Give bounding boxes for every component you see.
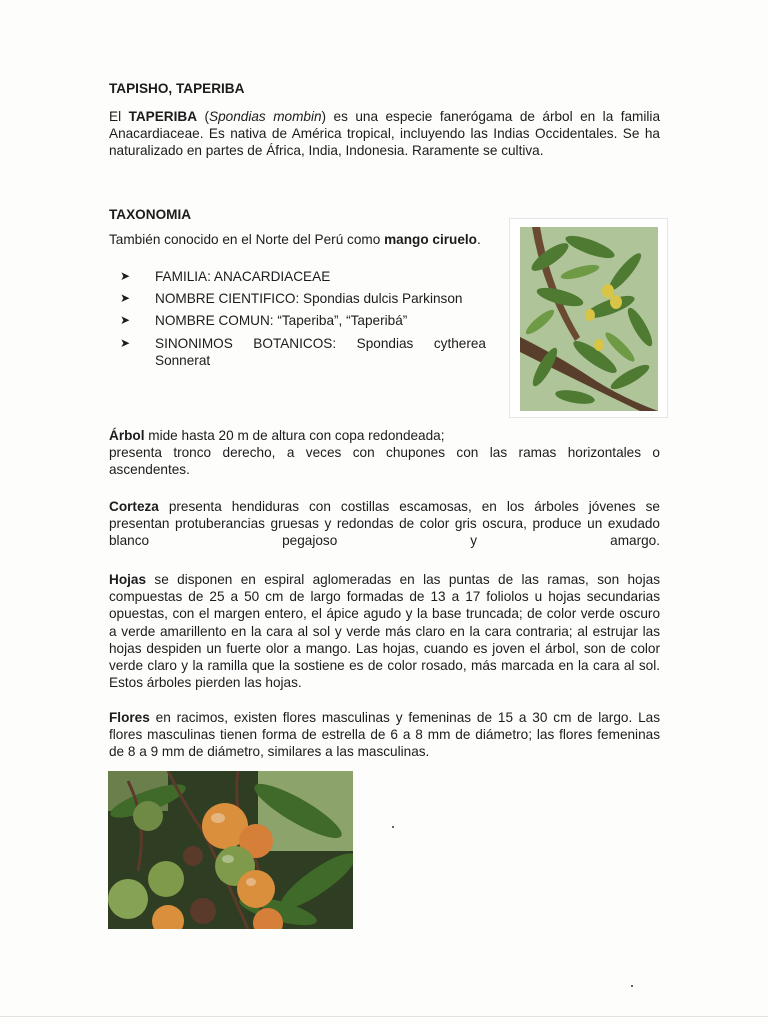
- list-item: ➤ SINONIMOS BOTANICOS: Spondias cytherea Sonnerat: [120, 335, 486, 368]
- arrow-bullet-icon: ➤: [120, 291, 131, 306]
- arbol-paragraph: Árbol mide hasta 20 m de altura con copa redondeada; presenta tronco derecho, a veces con chupones con las ramas horizontales o ascendentes.: [109, 428, 660, 478]
- taxonomia-intro: También conocido en el Norte del Perú como mango ciruelo.: [109, 232, 481, 247]
- arrow-bullet-icon: ➤: [120, 269, 131, 283]
- scan-speck: [392, 826, 394, 828]
- taperiba-bold: TAPERIBA: [128, 109, 198, 124]
- mango-ciruelo-bold: mango ciruelo: [384, 232, 477, 247]
- scan-edge-line: [0, 1016, 768, 1017]
- taxonomy-list: [120, 268, 486, 374]
- section-title-taxonomia: TAXONOMIA: [109, 207, 192, 222]
- arrow-bullet-icon: ➤: [120, 335, 131, 350]
- hojas-paragraph: Hojas se disponen en espiral aglomeradas en las puntas de las ramas, son hojas compuestas de 25 a 50 cm de largo formadas de 13 a 17 foliolos u hojas secundarias opuestas, con el margen entero, el ápice agudo y la base truncada; de color verde oscuro a verde amarillento en la cara al sol y verde más claro en la cara contraria; al estrujar las hojas despiden un fuerte olor a mango. Las hojas, cuando es joven el árbol, son de color verde claro y la ramilla que la sostiene es de color rosado, más marcada en la cara al sol. Estos árboles pierden las hojas.: [109, 572, 660, 691]
- tree-branch-photo: [520, 227, 658, 411]
- fruit-photo: [108, 771, 353, 929]
- scan-speck: [631, 985, 633, 987]
- section-title-tapisho: TAPISHO, TAPERIBA: [109, 81, 245, 96]
- flores-paragraph: Flores en racimos, existen flores masculinas y femeninas de 15 a 30 cm de largo. Las flores masculinas tienen forma de estrella de 6 a 8 mm de diámetro; las flores femeninas de 8 a 9 mm de diámetro, similares a las masculinas.: [109, 710, 660, 760]
- tree-photo-frame: [510, 219, 667, 417]
- arrow-bullet-icon: ➤: [120, 313, 131, 328]
- list-item: ➤ FAMILIA: ANACARDIACEAE: [120, 269, 331, 284]
- species-italic: Spondias mombin: [209, 109, 322, 124]
- list-item: ➤ NOMBRE COMUN: “Taperiba”, “Taperibá”: [120, 313, 408, 329]
- list-item: ➤ NOMBRE CIENTIFICO: Spondias dulcis Parkinson: [120, 291, 463, 307]
- corteza-paragraph: Corteza presenta hendiduras con costillas escamosas, en los árboles jóvenes se presentan protuberancias gruesas y redondas de color gris oscura, produce un exudado blanco pegajoso y amargo.: [109, 499, 660, 549]
- intro-paragraph: El TAPERIBA (Spondias mombin) es una especie fanerógama de árbol en la familia Anacardiaceae. Es nativa de América tropical, incluyendo las Indias Occidentales. Se ha naturalizado en partes de África, India, Indonesia. Raramente se cultiva.: [109, 109, 660, 159]
